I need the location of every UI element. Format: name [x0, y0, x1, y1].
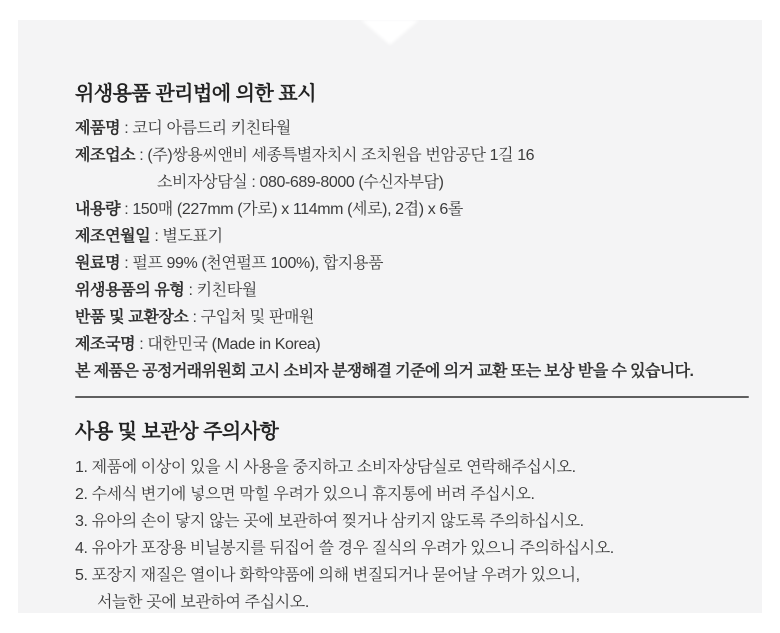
info-row-manufacture-date	[75, 223, 748, 250]
info-row-manufacturer	[75, 142, 748, 169]
info-separator: :	[188, 309, 201, 326]
info-separator: :	[135, 147, 148, 164]
info-label: 내용량	[75, 201, 121, 218]
info-label: 제조국명	[75, 336, 136, 353]
info-row-consumer-hotline	[75, 169, 748, 196]
info-value: (주)쌍용씨앤비 세종특별자치시 조치원읍 번암공단 1길 16	[147, 147, 535, 164]
info-row-product-name	[75, 115, 748, 142]
info-value: 펄프 99% (천연펄프 100%), 합지용품	[132, 255, 384, 272]
caution-item-2: 2. 수세식 변기에 넣으면 막힐 우려가 있으니 휴지통에 버려 주십시오.	[75, 486, 535, 503]
info-row-return-exchange	[75, 304, 748, 331]
info-value: 별도표기	[162, 228, 223, 245]
info-row-net-content	[75, 196, 748, 223]
info-row-product-type	[75, 277, 748, 304]
tab-pointer-notch	[361, 20, 419, 45]
compensation-notice: 본 제품은 공정거래위원회 고시 소비자 분쟁해결 기준에 의거 교환 또는 보상 받을 수 있습니다.	[75, 363, 694, 380]
info-value: 대한민국 (Made in Korea)	[147, 336, 321, 353]
info-label: 제품명	[75, 120, 121, 137]
info-separator: :	[120, 201, 133, 218]
caution-section-title: 사용 및 보관상 주의사항	[75, 421, 279, 443]
info-value: 코디 아름드리 키친타월	[132, 120, 291, 137]
info-value: 소비자상담실 : 080-689-8000 (수신자부담)	[157, 174, 444, 191]
caution-item-1: 1. 제품에 이상이 있을 시 사용을 중지하고 소비자상담실로 연락해주십시오.	[75, 459, 576, 476]
label-info-list	[75, 115, 748, 385]
label-section-title: 위생용품 관리법에 의한 표시	[75, 83, 317, 105]
info-separator: :	[135, 336, 148, 353]
info-label: 제조연월일	[75, 228, 151, 245]
caution-item-5-continuation: 서늘한 곳에 보관하여 주십시오.	[97, 594, 309, 611]
info-label: 위생용품의 유형	[75, 282, 185, 299]
product-label-panel	[18, 20, 762, 613]
info-value: 150매 (227mm (가로) x 114mm (세로), 2겹) x 6롤	[132, 201, 463, 218]
caution-item-3: 3. 유아의 손이 닿지 않는 곳에 보관하여 찢거나 삼키지 않도록 주의하십시오.	[75, 513, 584, 530]
info-label: 원료명	[75, 255, 121, 272]
info-separator: :	[184, 282, 197, 299]
caution-item-5: 5. 포장지 재질은 열이나 화학약품에 의해 변질되거나 묻어날 우려가 있으니,	[75, 567, 580, 584]
info-value: 구입처 및 판매원	[200, 309, 315, 326]
info-label: 반품 및 교환장소	[75, 309, 189, 326]
info-row-country-of-origin	[75, 331, 748, 358]
info-label: 제조업소	[75, 147, 136, 164]
caution-list	[75, 454, 748, 616]
info-row-raw-material	[75, 250, 748, 277]
info-separator: :	[120, 255, 133, 272]
info-value: 키친타월	[196, 282, 257, 299]
caution-item-4: 4. 유아가 포장용 비닐봉지를 뒤집어 쓸 경우 질식의 우려가 있으니 주의하십시오.	[75, 540, 614, 557]
info-separator: :	[120, 120, 133, 137]
info-separator: :	[150, 228, 163, 245]
